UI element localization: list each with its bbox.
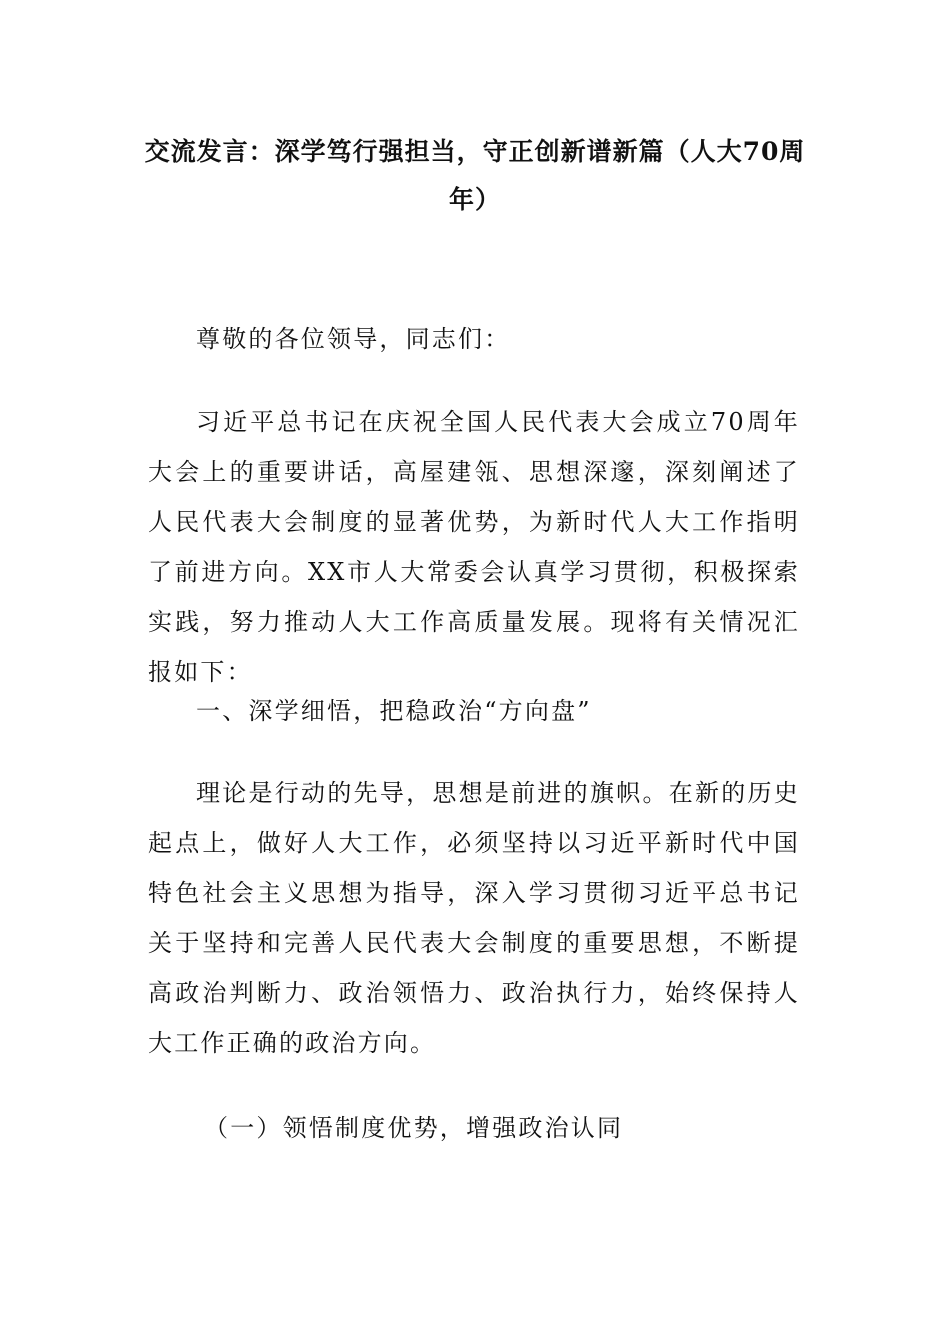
subsection-heading: （一）领悟制度优势，增强政治认同 xyxy=(204,1114,624,1142)
document-title: 交流发言：深学笃行强担当，守正创新谱新篇（人大70周年） xyxy=(144,137,806,214)
greeting: 尊敬的各位领导，同志们： xyxy=(196,325,511,353)
body-paragraph: 习近平总书记在庆祝全国人民代表大会成立70周年大会上的重要讲话，高屋建瓴、思想深邃，深刻阐述了人民代表大会制度的显著优势，为新时代人大工作指明了前进方向。XX市人大常委会认真学习贯彻，积极探索实践，努力推动人大工作高质量发展。现将有关情况汇报如下： xyxy=(148,408,800,686)
body-paragraph: 理论是行动的先导，思想是前进的旗帜。在新的历史起点上，做好人大工作，必须坚持以习近平新时代中国特色社会主义思想为指导，深入学习贯彻习近平总书记关于坚持和完善人民代表大会制度的重要思想，不断提高政治判断力、政治领悟力、政治执行力，始终保持人大工作正确的政治方向。 xyxy=(148,779,800,1057)
section-heading: 一、深学细悟，把稳政治“方向盘” xyxy=(196,697,592,725)
